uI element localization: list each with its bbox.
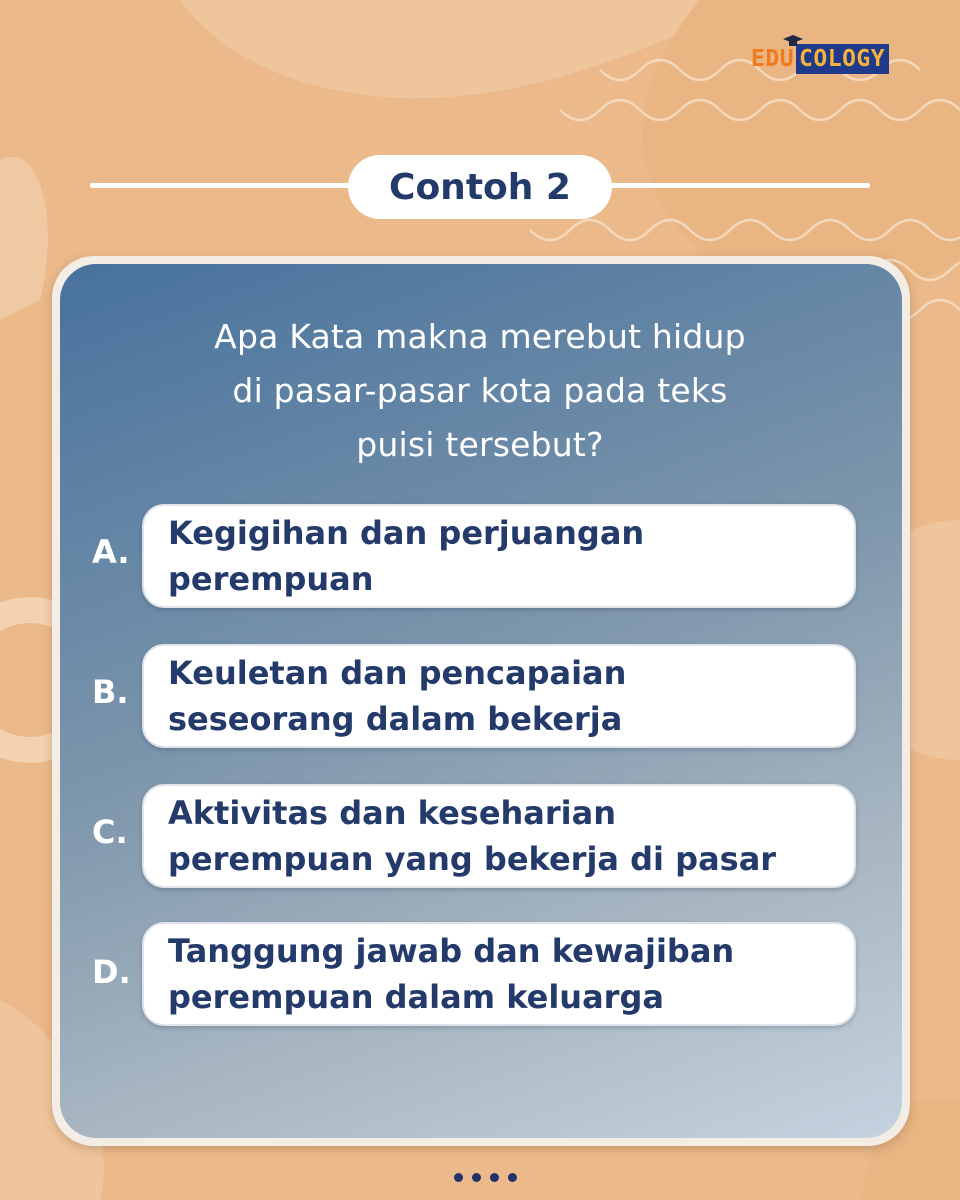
option-line: perempuan dalam keluarga [168, 978, 664, 1016]
option-a-text [168, 510, 858, 602]
option-d-letter: D. [92, 953, 131, 991]
option-b-letter: B. [92, 673, 129, 711]
option-line: Aktivitas dan keseharian [168, 794, 617, 832]
heading-line-right [608, 183, 870, 188]
option-c-text [168, 790, 858, 882]
question-line: puisi tersebut? [356, 425, 604, 464]
question-text [100, 310, 860, 472]
option-b-text [168, 650, 858, 742]
pagination-dot[interactable] [472, 1173, 481, 1182]
graduation-cap-icon [783, 35, 803, 47]
option-line: Tanggung jawab dan kewajiban [168, 932, 735, 970]
option-d-text [168, 928, 858, 1020]
pagination-dot[interactable] [508, 1173, 517, 1182]
option-c-letter: C. [92, 813, 128, 851]
question-line: di pasar-pasar kota pada teks [232, 371, 728, 410]
option-line: Kegigihan dan perjuangan [168, 514, 645, 552]
option-line: Keuletan dan pencapaian [168, 654, 627, 692]
question-line: Apa Kata makna merebut hidup [214, 317, 746, 356]
option-line: seseorang dalam bekerja [168, 700, 623, 738]
educology-logo [751, 44, 889, 74]
option-line: perempuan yang bekerja di pasar [168, 840, 777, 878]
option-a-letter: A. [92, 533, 130, 571]
logo-part-edu: EDU [751, 46, 795, 72]
heading-title: Contoh 2 [348, 155, 612, 219]
heading-line-left [90, 183, 352, 188]
pagination-dots [454, 1173, 517, 1182]
pagination-dot[interactable] [454, 1173, 463, 1182]
pagination-dot[interactable] [490, 1173, 499, 1182]
logo-part-cology: COLOGY [796, 44, 889, 74]
option-line: perempuan [168, 560, 374, 598]
